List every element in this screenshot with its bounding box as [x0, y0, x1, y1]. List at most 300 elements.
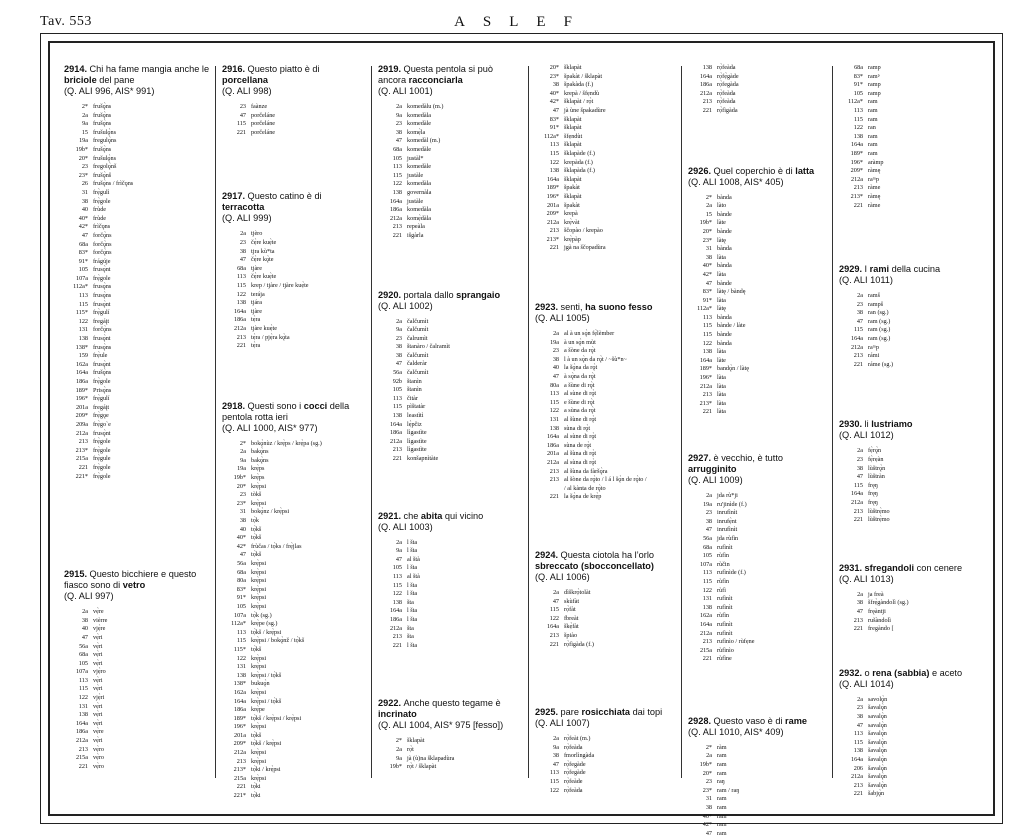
dialect-form: l šta	[407, 607, 418, 615]
data-row	[839, 490, 989, 499]
point-number: 23*	[702, 236, 712, 244]
dialect-form: justàle	[407, 197, 424, 205]
dialect-form: šklapàt	[564, 141, 582, 149]
point-number: 23	[395, 334, 402, 342]
entry-reference: (Q. ALI 1000, AIS* 977)	[222, 422, 318, 433]
dialect-form: bànde	[717, 279, 732, 287]
dialect-form: làtę	[717, 305, 726, 313]
dialect-form: čalčumìt	[407, 369, 429, 377]
data-row	[222, 792, 366, 801]
point-number: 212a	[389, 214, 402, 222]
data-row	[535, 589, 676, 598]
data-row	[535, 493, 676, 502]
data-row	[222, 448, 366, 457]
entry-number: 2914.	[64, 64, 90, 74]
point-number: 159	[78, 352, 88, 360]
dialect-form: ramš	[868, 292, 881, 300]
dialect-form: tọ̀kš	[251, 525, 262, 533]
dialect-form: krẹ̀vàt	[564, 218, 580, 226]
data-row	[688, 280, 827, 289]
data-row	[222, 248, 366, 257]
dialect-form: bànde	[717, 331, 732, 339]
dialect-form: tọ̀kš / krẹ̀psi	[251, 740, 282, 748]
dialect-form: ram	[717, 804, 727, 812]
data-row	[378, 455, 523, 464]
point-number: 164a	[389, 607, 402, 615]
point-number: 113	[549, 769, 559, 777]
data-row	[688, 107, 827, 116]
dialect-form: ram	[868, 106, 878, 114]
title-text: o	[864, 667, 873, 678]
dialect-form: rùfìne	[717, 655, 732, 663]
data-row	[64, 120, 210, 129]
column-4	[535, 64, 676, 795]
point-number: 38	[705, 517, 712, 525]
data-row	[64, 249, 210, 258]
data-row	[839, 292, 989, 301]
dialect-form: komedàla	[407, 111, 432, 119]
keyword: rami	[869, 264, 890, 275]
point-number: 162a	[699, 612, 712, 620]
data-row	[64, 404, 210, 413]
point-number: 2a	[706, 752, 712, 760]
point-number: 164a	[75, 369, 88, 377]
dialect-form: krẹ̀ps	[251, 465, 265, 473]
dialect-form: làta	[717, 399, 726, 407]
keyword: sbreccato (sbocconcellato)	[535, 560, 654, 571]
data-row	[64, 275, 210, 284]
data-row	[535, 210, 676, 219]
point-number: 162a	[75, 360, 88, 368]
point-number: 83*	[853, 72, 863, 80]
data-row	[64, 103, 210, 112]
dialect-form: forčǫ̀ns	[93, 240, 112, 248]
entry-number: 2917.	[222, 191, 248, 202]
data-row	[222, 603, 366, 612]
point-number: 19b*	[699, 761, 712, 769]
dialect-form: čalčumìt	[407, 351, 429, 359]
point-number: 164a	[850, 490, 863, 498]
data-row	[64, 455, 210, 464]
dialect-form: porčeláne	[251, 111, 276, 119]
dialect-form: frágúje	[93, 257, 111, 265]
point-number: 138	[392, 188, 402, 196]
point-number: 186a	[75, 728, 88, 736]
point-number: 47	[856, 317, 863, 325]
point-number: 212a	[389, 624, 402, 632]
point-number: 23	[239, 491, 246, 499]
dialect-form: bukuǫ̀n	[251, 680, 270, 688]
point-number: 213	[549, 476, 559, 484]
dialect-form: rọ̀fìgàda (f.)	[564, 640, 594, 648]
point-number: 213	[549, 227, 559, 235]
point-number: 19b*	[389, 763, 402, 771]
dialect-form: ram (sg.)	[868, 317, 891, 325]
data-row	[688, 348, 827, 357]
data-row	[378, 206, 523, 215]
data-row	[64, 163, 210, 172]
point-number: 186a	[389, 615, 402, 623]
data-row	[64, 617, 210, 626]
data-row	[222, 740, 366, 749]
point-number: 212a	[233, 324, 246, 332]
point-number: 213*	[233, 766, 246, 774]
data-row	[378, 155, 523, 164]
plate-number: Tav. 553	[40, 14, 92, 29]
dialect-form: frušǫ̀ns	[93, 111, 112, 119]
data-row	[64, 129, 210, 138]
data-row	[64, 728, 210, 737]
entry-number: 2925.	[535, 707, 561, 718]
dialect-form: krẹ̀psi / tọ̀kš	[251, 697, 282, 705]
point-number: 112a*	[231, 620, 246, 628]
data-row	[222, 291, 366, 300]
dialect-form: a šùne di rǫ̀t	[564, 381, 595, 389]
data-row	[64, 660, 210, 669]
data-row	[64, 344, 210, 353]
data-row	[222, 551, 366, 560]
data-row	[222, 342, 366, 351]
point-number: 164a	[850, 755, 863, 763]
point-number: 213	[78, 745, 88, 753]
dialect-form: čalčumìt	[407, 326, 429, 334]
dialect-form: bandǫ̀n / làtę	[717, 365, 749, 373]
point-number: 213*	[699, 399, 712, 407]
dialect-form: frušulǫ̀ns	[93, 128, 117, 136]
data-row	[535, 623, 676, 632]
dialect-form: rùfìn	[717, 577, 730, 585]
point-number: 138	[392, 412, 402, 420]
point-number: 92b	[392, 377, 402, 385]
point-number: 212a	[850, 773, 863, 781]
dialect-form: špakàt / šklapàt	[564, 72, 603, 80]
dialect-form: tẹ̀ra	[251, 316, 261, 324]
point-number: 213*	[75, 446, 88, 454]
map-entry	[222, 191, 366, 350]
data-row	[222, 474, 366, 483]
entry-title	[839, 563, 989, 574]
dialect-form: krepà / šfẹndù	[564, 89, 600, 97]
data-row	[688, 595, 827, 604]
data-row	[535, 124, 676, 133]
dialect-form: krẹ̀psi	[251, 723, 267, 731]
dialect-form: frẹ̀gole	[93, 446, 111, 454]
point-number: 221*	[233, 792, 246, 800]
data-row	[378, 163, 523, 172]
data-row	[222, 500, 366, 509]
point-number: 47	[856, 607, 863, 615]
dialect-form: frusǫ̀ns	[93, 343, 112, 351]
column-5	[688, 64, 827, 838]
data-row	[222, 783, 366, 792]
point-number: 213	[392, 223, 402, 231]
data-row	[378, 607, 523, 616]
dialect-form: šklapàt	[564, 64, 582, 71]
dialect-form: ščopào / krepào	[564, 227, 603, 235]
point-number: 47	[395, 555, 402, 563]
data-row	[839, 318, 989, 327]
point-number: 138*	[75, 343, 88, 351]
data-row	[688, 518, 827, 527]
entry-title	[688, 716, 827, 727]
data-row	[64, 258, 210, 267]
point-number: 221	[236, 128, 246, 136]
dialect-form: ram	[868, 141, 878, 149]
point-number: 138	[853, 747, 863, 755]
dialect-form: rọ̀t / šklapàt	[407, 763, 437, 771]
entry-title	[378, 290, 523, 301]
point-number: 47	[239, 256, 246, 264]
running-title: ASLEF	[454, 14, 590, 30]
data-row	[839, 782, 989, 791]
data-row	[535, 390, 676, 399]
point-number: 115	[853, 481, 863, 489]
point-number: 115	[702, 577, 712, 585]
data-row	[688, 501, 827, 510]
dialect-form: governàla	[407, 188, 432, 196]
entry-rows	[688, 194, 827, 417]
keyword: rosicchiata	[581, 707, 631, 718]
keyword: cocci	[303, 400, 328, 411]
point-number: 122	[392, 180, 402, 188]
title-text: Questo vaso è di	[713, 715, 786, 726]
data-row	[222, 491, 366, 500]
dialect-form: porčeláne	[251, 128, 276, 136]
data-row	[222, 569, 366, 578]
point-number: 9a	[396, 547, 402, 555]
point-number: 113	[853, 106, 863, 114]
column-2	[222, 64, 366, 801]
data-row	[222, 316, 366, 325]
dialect-form: ran (sg.)	[868, 309, 889, 317]
data-row	[535, 468, 676, 477]
entry-reference: (Q. ALI 1004, AIS* 975 [fesso])	[378, 720, 504, 731]
data-row	[535, 176, 676, 185]
data-row	[378, 386, 523, 395]
data-row	[535, 769, 676, 778]
map-entry	[535, 707, 676, 795]
data-row	[222, 526, 366, 535]
entry-number: 2922.	[378, 698, 404, 709]
point-number: 2*	[705, 743, 712, 751]
point-number: 23	[239, 238, 246, 246]
entry-reference: (Q. ALI 1005)	[535, 313, 590, 324]
point-number: 115	[853, 326, 863, 334]
point-number: 221	[392, 455, 402, 462]
point-number: 164a	[389, 197, 402, 205]
dialect-form: štanìn	[407, 377, 422, 385]
data-row	[688, 604, 827, 613]
entry-title	[222, 64, 366, 86]
point-number: 47	[81, 231, 88, 239]
dialect-form: krẹ̀psi	[251, 757, 267, 765]
data-row	[64, 447, 210, 456]
dialect-form: rọ̀feàde	[564, 778, 583, 786]
point-number: 115*	[75, 309, 88, 317]
entry-title	[839, 668, 989, 679]
point-number: 164a	[233, 697, 246, 705]
dialect-form: tọ̀kš / krẹ̀psi	[251, 628, 282, 636]
point-number: 38	[856, 464, 863, 472]
dialect-form: l šta	[407, 547, 418, 555]
dialect-form: rọ̀fìgàda	[717, 106, 738, 114]
point-number: 20*	[236, 482, 246, 490]
dialect-form: faànze	[251, 103, 268, 110]
data-row	[839, 150, 989, 159]
point-number: 196*	[233, 723, 246, 731]
map-entry	[688, 166, 827, 417]
data-row	[839, 176, 989, 185]
map-entry	[64, 569, 210, 771]
entry-reference: (Q. ALI 997)	[64, 591, 114, 602]
dialect-form: krẹ̀ps	[251, 474, 265, 482]
point-number: 42*	[78, 223, 88, 231]
dialect-form: lìgastìte	[407, 446, 427, 454]
dialect-form: fmorlìngàda	[564, 752, 595, 760]
data-row	[378, 564, 523, 573]
point-number: 40*	[78, 214, 88, 222]
dialect-form: jgà na ščopadùra	[564, 244, 606, 252]
data-row	[688, 770, 827, 779]
dialect-form: rufìnìt	[717, 595, 733, 603]
data-row	[64, 634, 210, 643]
dialect-form: raᵐp	[868, 343, 879, 351]
point-number: 115	[392, 171, 402, 179]
point-number: 9a	[396, 754, 402, 762]
entry-rows	[688, 492, 827, 664]
dialect-form: à sǫ̀na da rǫ̀t	[564, 373, 596, 381]
dialect-form: bakǫ̀ns	[251, 448, 269, 456]
dialect-form: čẹ̀re kuẹ̀te	[251, 273, 277, 281]
data-row	[64, 223, 210, 232]
data-row	[378, 429, 523, 438]
data-row	[839, 352, 989, 361]
point-number: 19b*	[699, 219, 712, 227]
dialect-form: ram	[717, 761, 727, 769]
dialect-form: čalderàr	[407, 360, 427, 368]
dialect-form: šklapàt	[564, 175, 582, 183]
data-row	[535, 193, 676, 202]
point-number: 23	[856, 704, 863, 712]
data-row	[64, 464, 210, 473]
dialect-form: forčǫ̀ns	[93, 249, 112, 257]
dialect-form: komedàle	[407, 163, 432, 171]
dialect-form: rufìnìt	[717, 629, 733, 637]
dialect-form: krepà	[564, 210, 578, 218]
data-row	[378, 318, 523, 327]
point-number: 23*	[236, 499, 246, 507]
data-row	[688, 612, 827, 621]
data-row	[839, 617, 989, 626]
point-number: 113	[702, 569, 712, 577]
point-number: 186a	[389, 429, 402, 437]
point-number: 138	[702, 348, 712, 356]
entry-reference: (Q. ALI 1011)	[839, 275, 893, 286]
point-number: 186a	[546, 441, 559, 449]
entry-title	[535, 302, 676, 313]
point-number: 91*	[702, 296, 712, 304]
point-number: 40*	[702, 812, 712, 820]
point-number: 131	[78, 702, 88, 710]
point-number: 38	[552, 81, 559, 89]
data-row	[839, 98, 989, 107]
data-row	[688, 219, 827, 228]
dialect-form: fręàntji	[868, 607, 886, 615]
dialect-form: làta	[717, 391, 726, 399]
point-number: 138	[853, 132, 863, 140]
point-number: 122	[549, 407, 559, 415]
data-row	[222, 129, 366, 138]
entry-reference: (Q. ALI 1008, AIS* 405)	[688, 176, 784, 187]
title-text: portala dallo	[403, 289, 457, 300]
point-number: 40	[552, 364, 559, 372]
point-number: 122	[236, 654, 246, 662]
dialect-form: frusǫ̀ns	[93, 292, 112, 300]
entry-title	[688, 166, 827, 177]
dialect-form: krẹ̀pe	[251, 706, 265, 714]
data-row	[535, 236, 676, 245]
data-row	[378, 198, 523, 207]
dialect-form: ráme (sg.)	[868, 360, 894, 368]
point-number: 20*	[78, 154, 88, 162]
dialect-form: al sùna di rǫ̀t	[564, 458, 597, 466]
data-row	[378, 129, 523, 138]
data-row	[535, 382, 676, 391]
dialect-form: frẹ̀gole	[93, 463, 111, 471]
point-number: 2a	[553, 330, 559, 338]
data-row	[839, 730, 989, 739]
data-row	[64, 206, 210, 215]
point-number: 83*	[702, 288, 712, 296]
column-divider	[215, 66, 216, 778]
point-number: 115*	[233, 645, 246, 653]
dialect-form: šfrẹ̀gàndolì (sg.)	[868, 599, 909, 607]
point-number: 201a	[546, 201, 559, 209]
point-number: 9a	[553, 743, 559, 751]
dialect-form: ram	[717, 795, 727, 803]
data-row	[378, 412, 523, 421]
point-number: 9a	[82, 120, 88, 128]
data-row	[535, 425, 676, 434]
dialect-form: ram	[868, 132, 878, 140]
title-text: che	[403, 510, 421, 521]
point-number: 2a	[396, 317, 402, 325]
dialect-form: jda rù*ji	[717, 492, 738, 499]
data-row	[839, 81, 989, 90]
point-number: 105	[392, 564, 402, 572]
point-number: 213	[236, 757, 246, 765]
point-number: 138	[549, 424, 559, 432]
data-row	[839, 516, 989, 525]
data-row	[64, 155, 210, 164]
data-row	[535, 735, 676, 744]
data-row	[688, 391, 827, 400]
dialect-form: vjẹ̀re	[93, 625, 106, 633]
point-number: 131	[549, 416, 559, 423]
dialect-form: inrufìnìt	[717, 509, 738, 517]
data-row	[378, 103, 523, 112]
point-number: 113	[392, 394, 402, 402]
data-row	[222, 103, 366, 112]
data-row	[688, 408, 827, 417]
point-number: 215a	[75, 455, 88, 463]
point-number: 186a	[75, 378, 88, 385]
data-row	[222, 689, 366, 698]
dialect-form: ran	[868, 124, 876, 132]
point-number: 213	[853, 184, 863, 192]
point-number: 47	[856, 473, 863, 481]
point-number: 215a	[233, 774, 246, 782]
